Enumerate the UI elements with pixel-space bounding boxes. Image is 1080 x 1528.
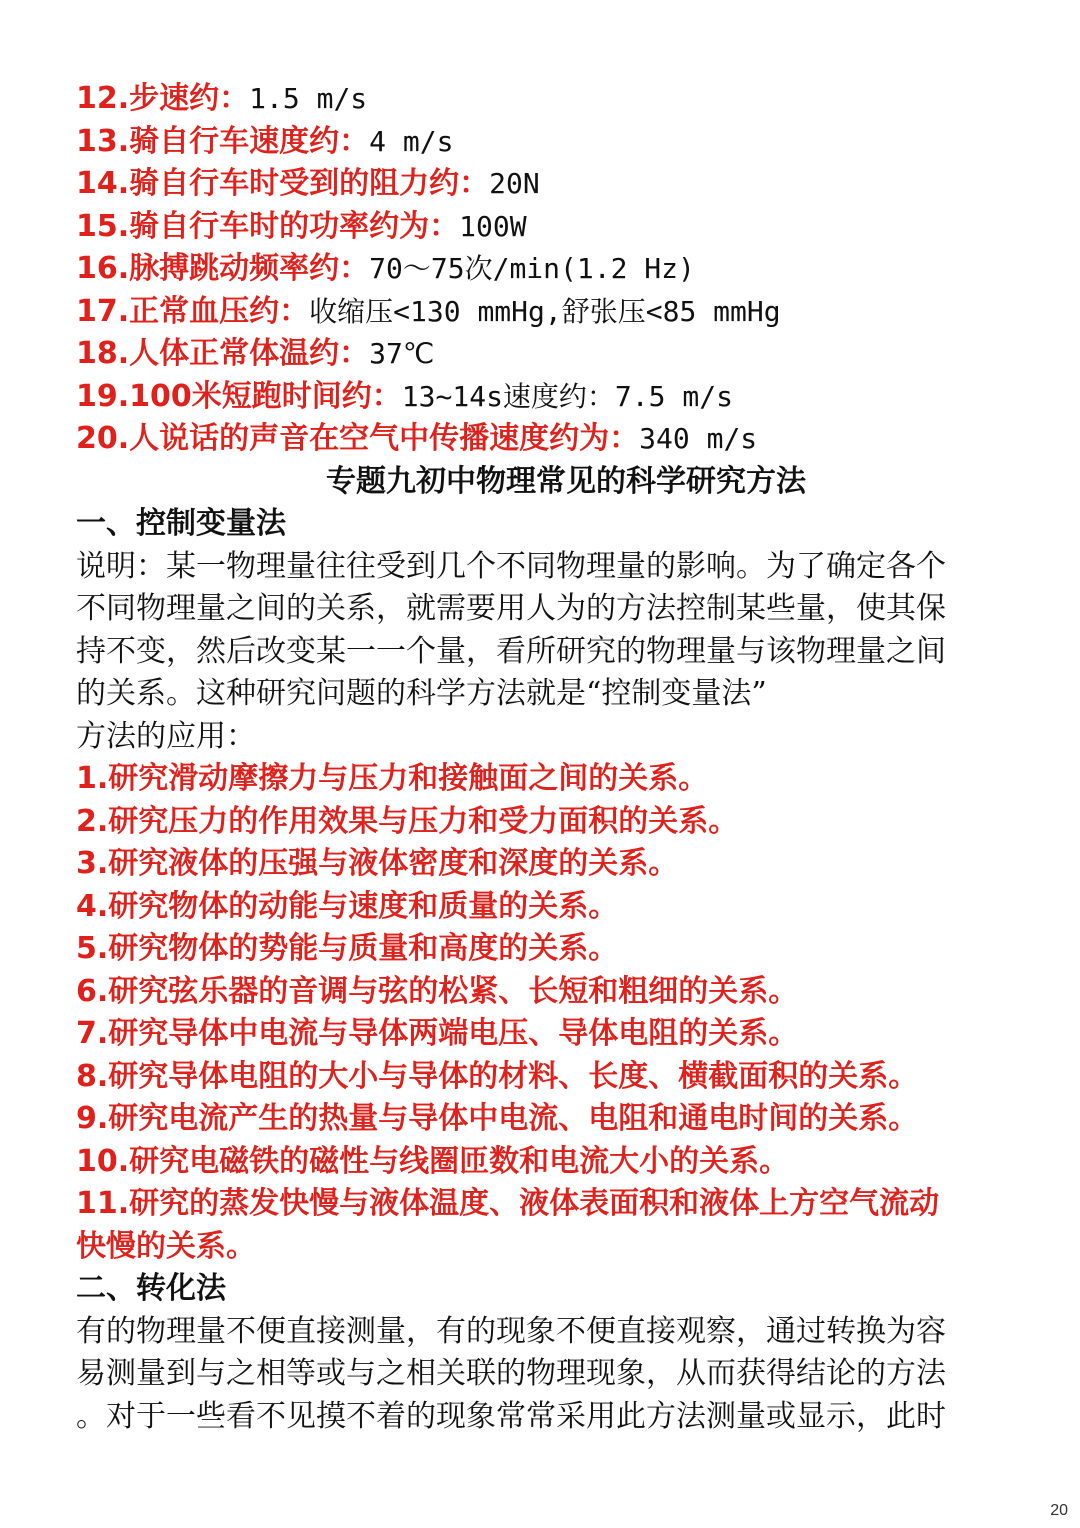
fact-label: 12.步速约： — [76, 81, 250, 116]
application-item-9: 9.研究电流产生的热量与导体中电流、电阻和通电时间的关系。 — [76, 1101, 919, 1136]
fact-line-12 — [76, 78, 1016, 121]
fact-value: 37℃ — [369, 337, 435, 370]
paragraph-line: 说明：某一物理量往往受到几个不同物理量的影响。为了确定各个 — [76, 548, 946, 584]
fact-label: 18.人体正常体温约： — [76, 336, 370, 371]
application-item-10: 10.研究电磁铁的磁性与线圈匝数和电流大小的关系。 — [76, 1143, 790, 1179]
fact-line-13 — [76, 121, 1016, 164]
fact-label: 14.骑自行车时受到的阻力约： — [76, 166, 490, 201]
fact-value: 20N — [489, 167, 540, 200]
fact-line-18 — [76, 333, 1016, 376]
application-item-11-continued: 快慢的关系。 — [76, 1228, 256, 1264]
fact-line-20 — [76, 418, 1016, 461]
fact-value: 100W — [459, 209, 527, 243]
page-content — [76, 78, 1016, 1438]
fact-label: 19.100米短跑时间约： — [76, 378, 402, 414]
fact-label: 20.人说话的声音在空气中传播速度约为： — [76, 421, 640, 456]
paragraph-line: 不同物理量之间的关系，就需要用人为的方法控制某些量，使其保 — [76, 591, 946, 626]
fact-value: 340 m/s — [639, 422, 758, 455]
application-item-3: 3.研究液体的压强与液体密度和深度的关系。 — [76, 846, 679, 881]
application-item-7: 7.研究导体中电流与导体两端电压、导体电阻的关系。 — [76, 1016, 799, 1051]
fact-value: 13~14s速度约：7.5 m/s — [401, 379, 733, 413]
fact-label: 16.脉搏跳动频率约： — [76, 251, 370, 286]
application-item-4: 4.研究物体的动能与速度和质量的关系。 — [76, 888, 619, 924]
fact-label: 15.骑自行车时的功率约为： — [76, 208, 460, 244]
section-heading-conversion: 二、转化法 — [76, 1271, 226, 1306]
fact-line-19 — [76, 376, 1016, 419]
topic-title: 专题九初中物理常见的科学研究方法 — [326, 463, 806, 499]
fact-value: 70～75次/min(1.2 Hz) — [369, 252, 695, 285]
fact-label: 13.骑自行车速度约： — [76, 123, 370, 159]
paragraph-line: 有的物理量不便直接测量，有的现象不便直接观察，通过转换为容 — [76, 1313, 946, 1349]
application-item-2: 2.研究压力的作用效果与压力和受力面积的关系。 — [76, 803, 739, 839]
paragraph-line: 。对于一些看不见摸不着的现象常常采用此方法测量或显示，此时 — [76, 1398, 946, 1434]
paragraph-line: 易测量到与之相等或与之相关联的物理现象，从而获得结论的方法 — [76, 1356, 946, 1391]
application-item-8: 8.研究导体电阻的大小与导体的材料、长度、横截面积的关系。 — [76, 1058, 919, 1094]
fact-value: 1.5 m/s — [249, 82, 368, 115]
application-item-1: 1.研究滑动摩擦力与压力和接触面之间的关系。 — [76, 761, 709, 796]
paragraph-line: 持不变，然后改变某一一个量，看所研究的物理量与该物理量之间 — [76, 633, 946, 669]
application-item-11: 11.研究的蒸发快慢与液体温度、液体表面积和液体上方空气流动 — [76, 1186, 940, 1221]
application-item-5: 5.研究物体的势能与质量和高度的关系。 — [76, 931, 619, 966]
fact-line-14 — [76, 163, 1016, 206]
application-item-6: 6.研究弦乐器的音调与弦的松紧、长短和粗细的关系。 — [76, 973, 799, 1009]
fact-value: 4 m/s — [369, 124, 454, 158]
fact-value: 收缩压<130 mmHg,舒张压<85 mmHg — [309, 294, 781, 328]
page-number: 20 — [1050, 1502, 1068, 1519]
fact-line-17 — [76, 291, 1016, 334]
fact-line-15 — [76, 206, 1016, 249]
paragraph-line: 的关系。这种研究问题的科学方法就是“控制变量法” — [76, 676, 767, 711]
application-label: 方法的应用： — [76, 718, 256, 754]
fact-line-16 — [76, 248, 1016, 291]
section-heading-control-variable: 一、控制变量法 — [76, 506, 286, 541]
fact-label: 17.正常血压约： — [76, 293, 310, 329]
